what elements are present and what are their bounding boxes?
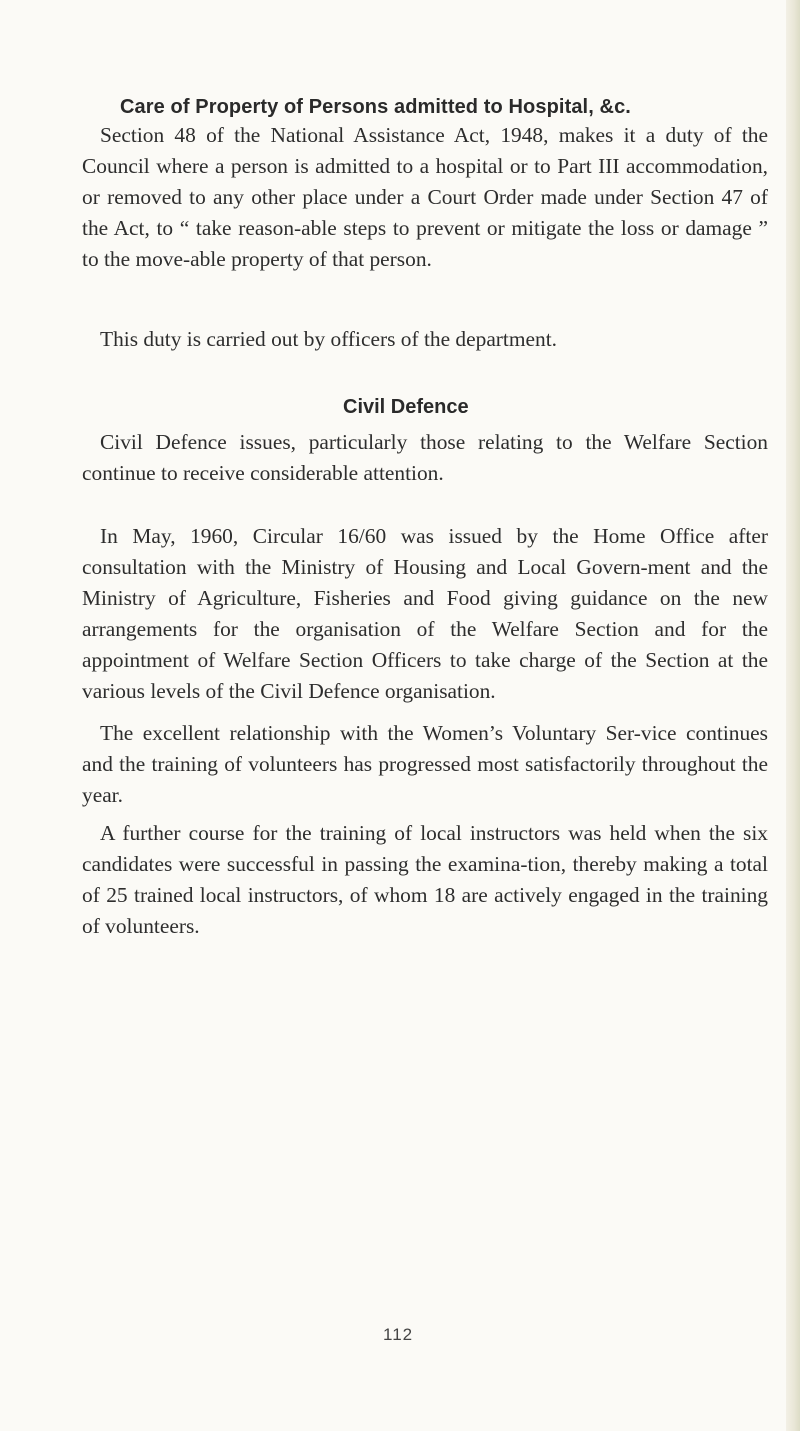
paragraph-duty-carried-out (82, 324, 768, 355)
paragraph-text: This duty is carried out by officers of the department. (100, 327, 557, 351)
paragraph-text: In May, 1960, Circular 16/60 was issued by the Home Office after consultation with the Ministry of Housing and Local Govern-ment and the Ministry of Agriculture, Fisheries and Food giving guidance on the new arrangements for the organisation of the Welfare Section and for the appointment of Welfare Section Officers to take charge of the Section at the various levels of the Civil Defence organisation. (82, 524, 768, 703)
section-heading-civil-defence: Civil Defence (343, 396, 469, 418)
paragraph-civil-defence-issues (82, 427, 768, 489)
page-number: 112 (383, 1325, 414, 1344)
paragraph-circular (82, 521, 768, 707)
paragraph-text: The excellent relationship with the Women’s Voluntary Ser-vice continues and the training of volunteers has progressed most satisfactorily throughout the year. (82, 721, 768, 807)
section-heading-care-of-property: Care of Property of Persons admitted to Hospital, &c. (120, 96, 631, 118)
paragraph-local-instructors (82, 818, 768, 942)
page-edge-shadow (786, 0, 800, 1431)
paragraph-text: Civil Defence issues, particularly those relating to the Welfare Section continue to receive considerable attention. (82, 430, 768, 485)
paragraph-national-assistance-act (82, 120, 768, 275)
paragraph-text: Section 48 of the National Assistance Act, 1948, makes it a duty of the Council where a person is admitted to a hospital or to Part III accommodation, or removed to any other place under a Court Order made under Section 47 of the Act, to “ take reason-able steps to prevent or mitigate the loss or damage ” to the move-able property of that person. (82, 123, 768, 271)
paragraph-womens-voluntary-service (82, 718, 768, 811)
paragraph-text: A further course for the training of local instructors was held when the six candidates were successful in passing the examina-tion, thereby making a total of 25 trained local instructors, of whom 18 are actively engaged in the training of volunteers. (82, 821, 768, 938)
